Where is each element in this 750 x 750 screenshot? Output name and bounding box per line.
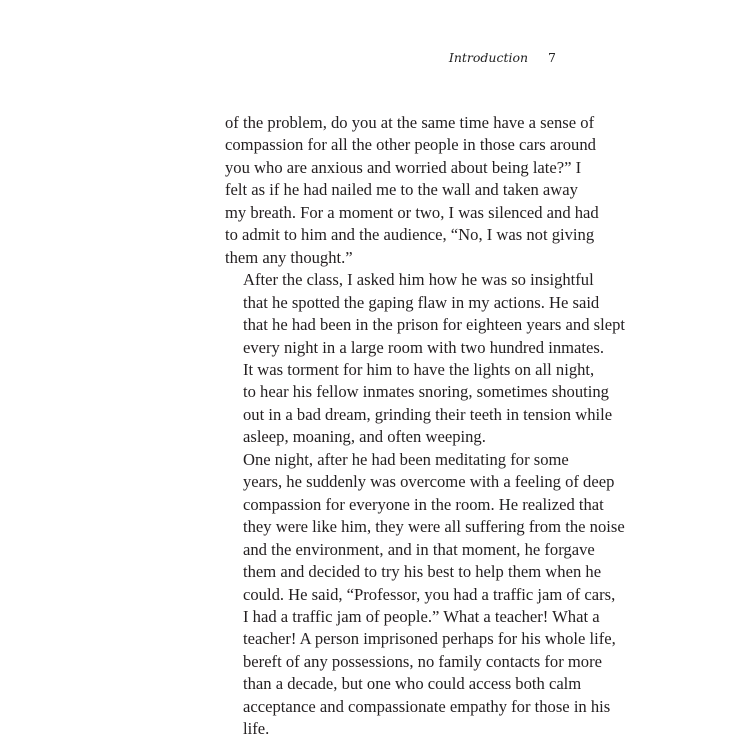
text-line: I had a traffic jam of people.” What a teacher! What a — [243, 606, 600, 626]
text-line: them any thought.” — [225, 247, 353, 267]
text-line: every night in a large room with two hundred inmates. — [243, 337, 604, 357]
text-line: of the problem, do you at the same time have a sense of — [225, 113, 595, 132]
text-line: that he had been in the prison for eighteen years and slept — [243, 315, 625, 335]
text-line: compassion for everyone in the room. He realized that — [243, 494, 604, 514]
running-head — [449, 50, 556, 65]
text-line: you who are anxious and worried about being late?” I — [225, 157, 582, 177]
text-line: compassion for all the other people in those cars around — [225, 135, 596, 155]
text-line: my breath. For a moment or two, I was silenced and had — [225, 202, 599, 222]
paragraph-2 — [225, 269, 625, 449]
text-line: acceptance and compassionate empathy for those in his — [243, 696, 611, 716]
paragraph-1 — [225, 112, 599, 269]
text-line: teacher! A person imprisoned perhaps for his whole life, — [243, 629, 616, 649]
text-line: them and decided to try his best to help them when he — [243, 562, 602, 582]
text-line: to hear his fellow inmates snoring, sometimes shouting — [243, 382, 609, 402]
page-number: 7 — [548, 50, 556, 65]
text-line: bereft of any possessions, no family contacts for more — [243, 651, 602, 671]
text-line: felt as if he had nailed me to the wall and taken away — [225, 180, 578, 200]
text-line: life. — [243, 719, 270, 739]
text-line: One night, after he had been meditating for some — [243, 449, 569, 469]
text-line: It was torment for him to have the lights on all night, — [243, 359, 595, 379]
text-line: than a decade, but one who could access both calm — [243, 674, 582, 694]
text-line: that he spotted the gaping flaw in my actions. He said — [243, 292, 600, 312]
text-line: and the environment, and in that moment, he forgave — [243, 539, 595, 559]
paragraph-3 — [225, 449, 625, 741]
text-line: they were like him, they were all suffering from the noise — [243, 517, 625, 537]
text-line: years, he suddenly was overcome with a feeling of deep — [243, 472, 615, 492]
text-line: asleep, moaning, and often weeping. — [243, 427, 486, 447]
body-text — [225, 112, 625, 741]
text-line: to admit to him and the audience, “No, I was not giving — [225, 225, 595, 245]
text-line: could. He said, “Professor, you had a traffic jam of cars, — [243, 584, 616, 604]
text-line: After the class, I asked him how he was so insightful — [243, 270, 594, 290]
chapter-title: Introduction — [448, 50, 529, 65]
text-line: out in a bad dream, grinding their teeth in tension while — [243, 404, 613, 424]
